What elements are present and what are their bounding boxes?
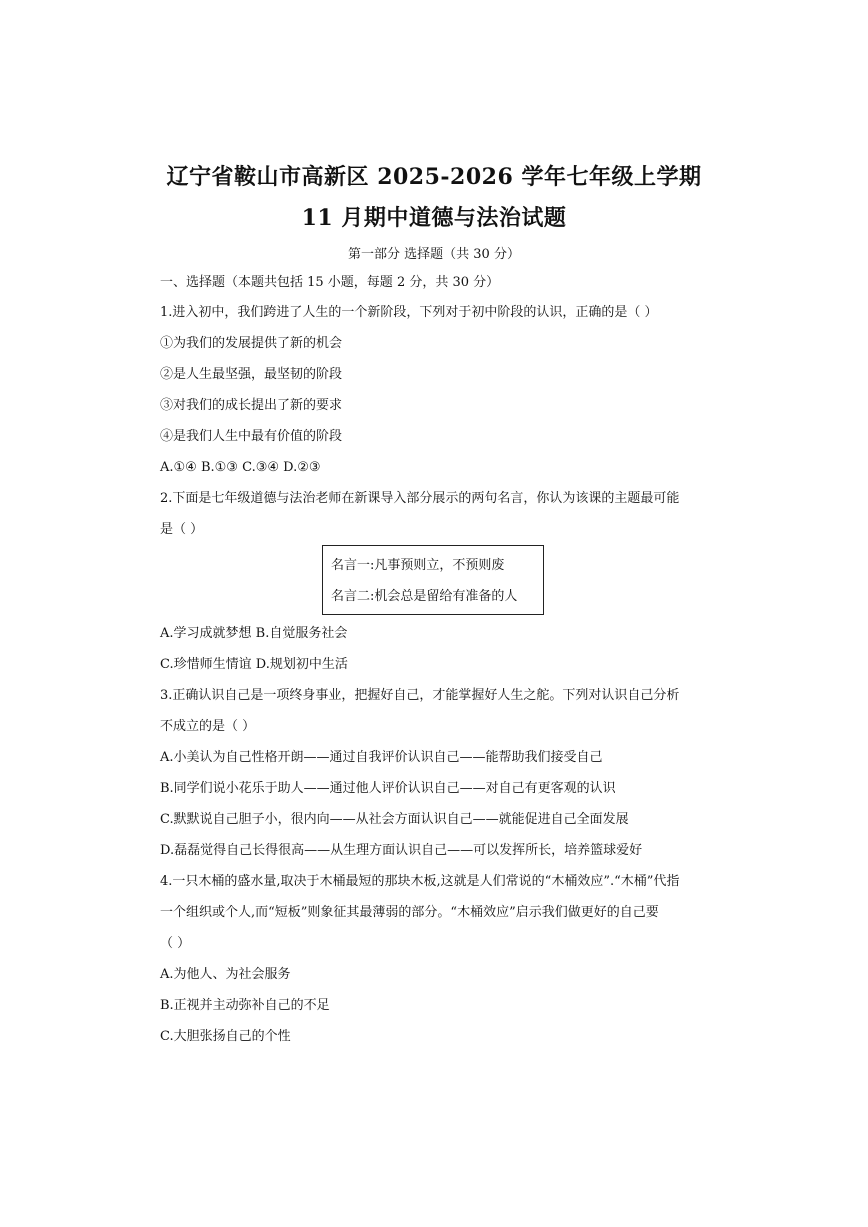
q1-item-3: ③对我们的成长提出了新的要求 <box>160 398 343 413</box>
q1-item-2: ②是人生最坚强，最坚韧的阶段 <box>160 367 343 382</box>
q3-option-b: B.同学们说小花乐于助人——通过他人评价认识自己——对自己有更客观的认识 <box>160 781 616 796</box>
q1-item-4: ④是我们人生中最有价值的阶段 <box>160 429 343 444</box>
q2-options-line1: A.学习成就梦想 B.自觉服务社会 <box>160 626 348 641</box>
section-heading: 第一部分 选择题（共 30 分） <box>348 247 520 262</box>
q1-stem: 1.进入初中，我们跨进了人生的一个新阶段，下列对于初中阶段的认识，正确的是（ ） <box>160 305 658 320</box>
quote-2: 名言二:机会总是留给有准备的人 <box>331 589 518 604</box>
q4-stem-line1: 4.一只木桶的盛水量,取决于木桶最短的那块木板,这就是人们常说的“木桶效应”.“木桶”代指 <box>160 874 680 889</box>
quote-1: 名言一:凡事预则立，不预则废 <box>331 558 505 573</box>
q3-option-d: D.磊磊觉得自己长得很高——从生理方面认识自己——可以发挥所长，培养篮球爱好 <box>160 843 643 858</box>
exam-title-line1: 辽宁省鞍山市高新区 2025-2026 学年七年级上学期 <box>166 164 702 190</box>
q4-stem-line2: 一个组织或个人,而“短板”则象征其最薄弱的部分。“木桶效应”启示我们做更好的自己要 <box>160 905 659 920</box>
q2-stem-line2: 是（ ） <box>160 522 204 537</box>
q2-stem-line1: 2.下面是七年级道德与法治老师在新课导入部分展示的两句名言，你认为该课的主题最可能 <box>160 491 680 506</box>
exam-title-line2: 11 月期中道德与法治试题 <box>301 205 567 231</box>
q3-option-c: C.默默说自己胆子小，很内向——从社会方面认识自己——就能促进自己全面发展 <box>160 812 629 827</box>
q4-option-b: B.正视并主动弥补自己的不足 <box>160 998 330 1013</box>
q4-option-a: A.为他人、为社会服务 <box>160 967 291 982</box>
q1-options: A.①④ B.①③ C.③④ D.②③ <box>160 460 321 475</box>
q3-stem-line2: 不成立的是（ ） <box>160 719 256 734</box>
part-intro: 一、选择题（本题共包括 15 小题，每题 2 分，共 30 分） <box>160 275 500 290</box>
q4-stem-line3: （ ） <box>160 936 191 951</box>
q2-options-line2: C.珍惜师生情谊 D.规划初中生活 <box>160 657 348 672</box>
q1-item-1: ①为我们的发展提供了新的机会 <box>160 336 343 351</box>
quote-box <box>322 545 544 615</box>
q3-stem-line1: 3.正确认识自己是一项终身事业，把握好自己，才能掌握好人生之舵。下列对认识自己分析 <box>160 688 680 703</box>
q3-option-a: A.小美认为自己性格开朗——通过自我评价认识自己——能帮助我们接受自己 <box>160 750 603 765</box>
q4-option-c: C.大胆张扬自己的个性 <box>160 1029 291 1044</box>
